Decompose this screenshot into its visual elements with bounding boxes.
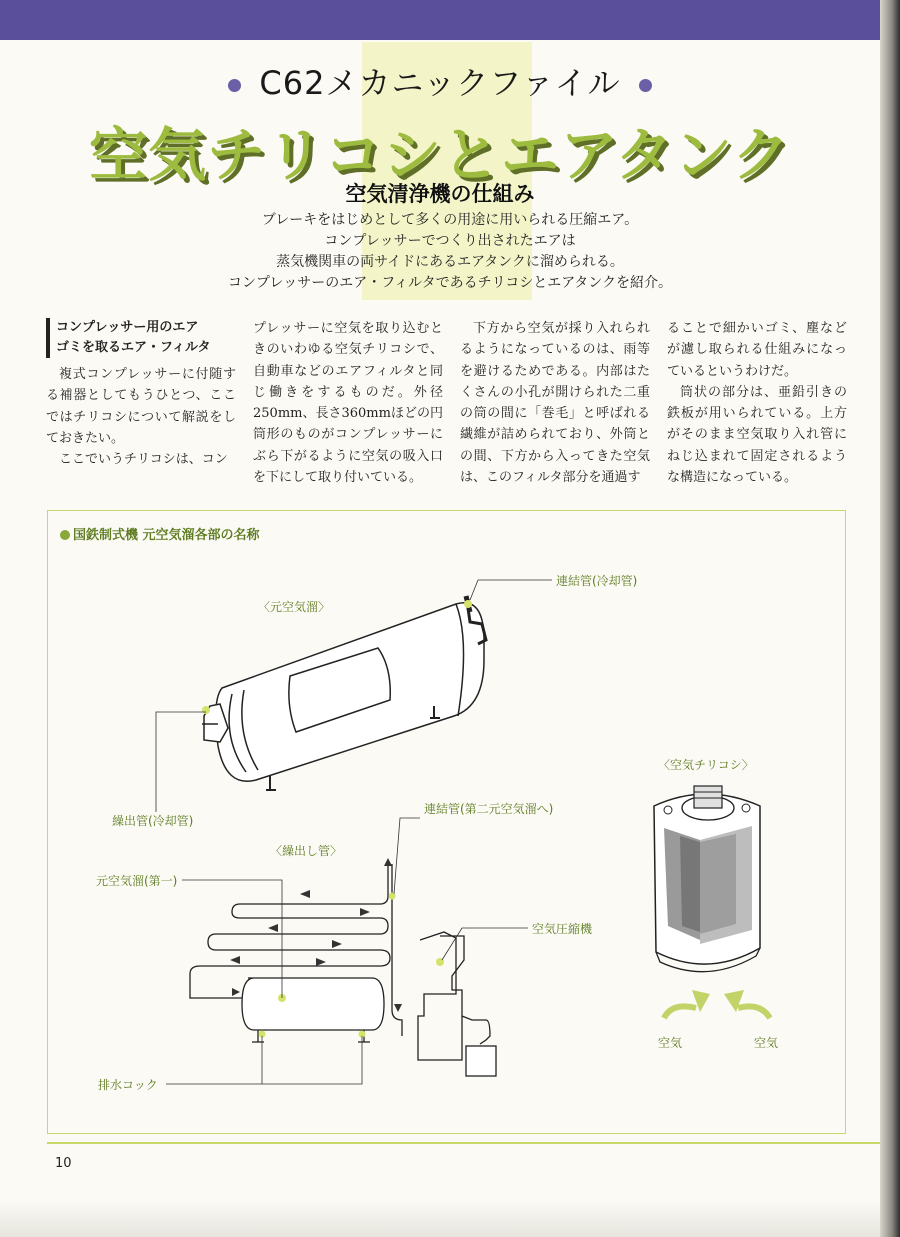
label-air-left: 空気 (658, 1036, 683, 1050)
series-title-text: C62メカニックファイル (259, 64, 621, 102)
callout-dot (202, 706, 210, 714)
label-main-reservoir-title: 〈元空気溜〉 (258, 600, 331, 614)
label-connecting-pipe-second: 連結管(第二元空気溜へ) (424, 802, 554, 816)
arrow-icon (230, 956, 240, 964)
callout-dot (389, 893, 396, 900)
arrow-icon (332, 940, 342, 948)
lead-line: コンプレッサーでつくり出されたエアは (324, 233, 576, 249)
leader-line (156, 712, 206, 812)
body-paragraph: 複式コンプレッサーに付随する補器としてもうひとつ、ここではチリコシについて解説をしておきたい。 (46, 367, 236, 446)
arrow-icon (394, 1004, 402, 1012)
leader-line (442, 928, 528, 960)
leader-line (166, 1036, 362, 1084)
delivery-pipe-drawing (190, 864, 496, 1076)
main-title: 空気チリコシとエアタンク (89, 121, 791, 189)
lead-line: コンプレッサーのエア・フィルタであるチリコシとエアタンクを紹介。 (227, 275, 673, 291)
bottom-shade (0, 1200, 880, 1237)
label-delivery-pipe-cooling: 繰出管(冷却管) (112, 814, 194, 828)
arrow-icon (232, 988, 240, 996)
body-paragraph: プレッサーに空気を取り込むときのいわゆる空気チリコシで、自動車などのエアフィルタと同じ働きをするものだ。外径250mm、長さ360mmほどの円筒形のものがコンプレッサーにぶら下がるように空気の吸入口を下にして取り付いている。 (253, 321, 443, 486)
leader-line (470, 580, 552, 600)
label-connecting-pipe-cooling: 連結管(冷却管) (556, 574, 638, 588)
page-number: 10 (55, 1156, 72, 1171)
footer-rule (47, 1142, 880, 1144)
lead-line: 蒸気機関車の両サイドにあるエアタンクに溜められる。 (276, 254, 624, 270)
arrow-icon (360, 908, 370, 916)
figure-heading-text: 国鉄制式機 元空気溜各部の名称 (73, 528, 260, 543)
air-flow-arrow-icon (664, 1006, 696, 1018)
callout-dot (464, 600, 472, 608)
body-paragraph: 筒状の部分は、亜鉛引きの鉄板が用いられている。上方がそのまま空気取り入れ管にねじ込まれて固定されるような構造になっている。 (667, 384, 847, 486)
leader-line (394, 818, 420, 894)
label-air-compressor: 空気圧縮機 (532, 922, 593, 936)
subtitle: 空気清浄機の仕組み (345, 182, 535, 206)
label-delivery-pipe-title: 〈繰出し管〉 (270, 844, 343, 858)
label-drain-cock: 排水コック (98, 1078, 158, 1092)
arrow-icon (300, 890, 310, 898)
body-paragraph: ここでいうチリコシは、コン (59, 452, 228, 468)
body-paragraph: ることで細かいゴミ、塵などが濾し取られる仕組みになっているというわけだ。 (667, 321, 847, 379)
arrow-icon (268, 924, 278, 932)
main-reservoir-drawing (202, 596, 486, 790)
arrow-icon (316, 958, 326, 966)
lead-line: ブレーキをはじめとして多くの用途に用いられる圧縮エア。 (261, 212, 639, 228)
side-heading-line: コンプレッサー用のエア (56, 320, 199, 335)
label-air-right: 空気 (754, 1036, 779, 1050)
label-main-reservoir-first: 元空気溜(第一) (96, 874, 178, 888)
page-edge-shadow (880, 0, 900, 1237)
air-flow-arrow-icon (738, 1006, 770, 1018)
label-air-strainer-title: 〈空気チリコシ〉 (658, 758, 754, 772)
arrow-icon (384, 858, 392, 866)
side-heading-line: ゴミを取るエア・フィルタ (56, 340, 211, 355)
body-paragraph: 下方から空気が採り入れられるようになっているのは、雨等を避けるためである。内部はたくさんの小孔が開けられた二重の筒の間に「巻毛」と呼ばれる繊維が詰められており、外筒との間、下方から入ってきた空気は、このフィルタ部分を通過す (460, 321, 650, 486)
air-strainer-drawing (654, 786, 760, 972)
